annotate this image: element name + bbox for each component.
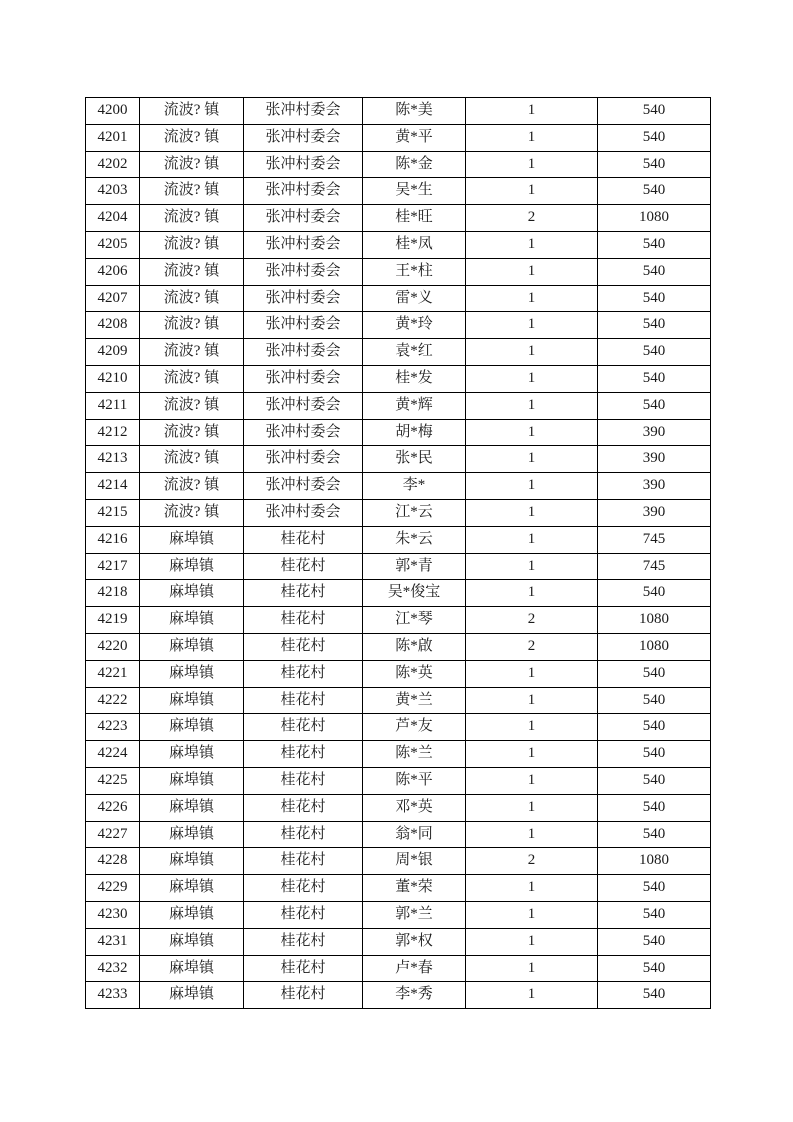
count-cell: 2 xyxy=(466,848,598,875)
town-cell: 麻埠镇 xyxy=(140,741,244,768)
table-row xyxy=(86,714,711,741)
town-cell: 流波? 镇 xyxy=(140,365,244,392)
person-name-cell: 朱*云 xyxy=(363,526,466,553)
amount-cell: 745 xyxy=(598,553,711,580)
table-row xyxy=(86,794,711,821)
count-cell: 1 xyxy=(466,98,598,125)
person-name-cell: 黄*兰 xyxy=(363,687,466,714)
village-cell: 桂花村 xyxy=(244,607,363,634)
count-cell: 1 xyxy=(466,365,598,392)
count-cell: 1 xyxy=(466,124,598,151)
count-cell: 1 xyxy=(466,767,598,794)
town-cell: 麻埠镇 xyxy=(140,580,244,607)
village-cell: 桂花村 xyxy=(244,901,363,928)
amount-cell: 540 xyxy=(598,285,711,312)
amount-cell: 540 xyxy=(598,901,711,928)
row-number-cell: 4206 xyxy=(86,258,140,285)
town-cell: 流波? 镇 xyxy=(140,98,244,125)
table-row xyxy=(86,553,711,580)
person-name-cell: 陈*平 xyxy=(363,767,466,794)
town-cell: 流波? 镇 xyxy=(140,124,244,151)
town-cell: 流波? 镇 xyxy=(140,473,244,500)
town-cell: 流波? 镇 xyxy=(140,285,244,312)
town-cell: 流波? 镇 xyxy=(140,446,244,473)
table-row xyxy=(86,928,711,955)
amount-cell: 540 xyxy=(598,714,711,741)
table-row xyxy=(86,151,711,178)
person-name-cell: 黄*辉 xyxy=(363,392,466,419)
table-row xyxy=(86,124,711,151)
town-cell: 流波? 镇 xyxy=(140,419,244,446)
village-cell: 桂花村 xyxy=(244,794,363,821)
row-number-cell: 4227 xyxy=(86,821,140,848)
row-number-cell: 4210 xyxy=(86,365,140,392)
village-cell: 张冲村委会 xyxy=(244,98,363,125)
amount-cell: 540 xyxy=(598,955,711,982)
table-row xyxy=(86,312,711,339)
amount-cell: 540 xyxy=(598,928,711,955)
table-row xyxy=(86,901,711,928)
person-name-cell: 李*秀 xyxy=(363,982,466,1009)
village-cell: 桂花村 xyxy=(244,553,363,580)
count-cell: 1 xyxy=(466,580,598,607)
row-number-cell: 4217 xyxy=(86,553,140,580)
table-row xyxy=(86,633,711,660)
row-number-cell: 4229 xyxy=(86,875,140,902)
table-row xyxy=(86,687,711,714)
person-name-cell: 吴*俊宝 xyxy=(363,580,466,607)
table-row xyxy=(86,419,711,446)
row-number-cell: 4211 xyxy=(86,392,140,419)
amount-cell: 540 xyxy=(598,875,711,902)
person-name-cell: 郭*兰 xyxy=(363,901,466,928)
person-name-cell: 郭*青 xyxy=(363,553,466,580)
person-name-cell: 胡*梅 xyxy=(363,419,466,446)
town-cell: 流波? 镇 xyxy=(140,339,244,366)
table-row xyxy=(86,767,711,794)
count-cell: 2 xyxy=(466,633,598,660)
village-cell: 张冲村委会 xyxy=(244,312,363,339)
count-cell: 1 xyxy=(466,392,598,419)
person-name-cell: 李* xyxy=(363,473,466,500)
count-cell: 1 xyxy=(466,285,598,312)
village-cell: 桂花村 xyxy=(244,928,363,955)
table-row xyxy=(86,285,711,312)
data-table xyxy=(85,97,711,1009)
town-cell: 流波? 镇 xyxy=(140,258,244,285)
table-row xyxy=(86,446,711,473)
person-name-cell: 邓*英 xyxy=(363,794,466,821)
table-row xyxy=(86,982,711,1009)
row-number-cell: 4214 xyxy=(86,473,140,500)
amount-cell: 745 xyxy=(598,526,711,553)
table-row xyxy=(86,607,711,634)
person-name-cell: 王*柱 xyxy=(363,258,466,285)
person-name-cell: 雷*义 xyxy=(363,285,466,312)
town-cell: 流波? 镇 xyxy=(140,178,244,205)
person-name-cell: 江*琴 xyxy=(363,607,466,634)
village-cell: 张冲村委会 xyxy=(244,151,363,178)
count-cell: 1 xyxy=(466,499,598,526)
count-cell: 1 xyxy=(466,151,598,178)
amount-cell: 540 xyxy=(598,687,711,714)
amount-cell: 1080 xyxy=(598,205,711,232)
person-name-cell: 桂*发 xyxy=(363,365,466,392)
person-name-cell: 陈*英 xyxy=(363,660,466,687)
row-number-cell: 4233 xyxy=(86,982,140,1009)
amount-cell: 540 xyxy=(598,982,711,1009)
town-cell: 麻埠镇 xyxy=(140,794,244,821)
amount-cell: 1080 xyxy=(598,607,711,634)
amount-cell: 540 xyxy=(598,365,711,392)
amount-cell: 540 xyxy=(598,580,711,607)
table-row xyxy=(86,660,711,687)
amount-cell: 390 xyxy=(598,499,711,526)
table-row xyxy=(86,178,711,205)
amount-cell: 1080 xyxy=(598,633,711,660)
person-name-cell: 翁*同 xyxy=(363,821,466,848)
table-row xyxy=(86,392,711,419)
amount-cell: 540 xyxy=(598,794,711,821)
village-cell: 桂花村 xyxy=(244,660,363,687)
table-row xyxy=(86,499,711,526)
count-cell: 1 xyxy=(466,794,598,821)
amount-cell: 540 xyxy=(598,767,711,794)
count-cell: 1 xyxy=(466,446,598,473)
amount-cell: 540 xyxy=(598,741,711,768)
village-cell: 张冲村委会 xyxy=(244,124,363,151)
count-cell: 1 xyxy=(466,687,598,714)
village-cell: 张冲村委会 xyxy=(244,365,363,392)
row-number-cell: 4224 xyxy=(86,741,140,768)
town-cell: 流波? 镇 xyxy=(140,205,244,232)
row-number-cell: 4221 xyxy=(86,660,140,687)
amount-cell: 390 xyxy=(598,473,711,500)
person-name-cell: 郭*权 xyxy=(363,928,466,955)
village-cell: 桂花村 xyxy=(244,848,363,875)
town-cell: 麻埠镇 xyxy=(140,982,244,1009)
row-number-cell: 4220 xyxy=(86,633,140,660)
row-number-cell: 4216 xyxy=(86,526,140,553)
row-number-cell: 4230 xyxy=(86,901,140,928)
count-cell: 1 xyxy=(466,928,598,955)
count-cell: 2 xyxy=(466,205,598,232)
row-number-cell: 4202 xyxy=(86,151,140,178)
count-cell: 1 xyxy=(466,821,598,848)
person-name-cell: 陈*啟 xyxy=(363,633,466,660)
town-cell: 流波? 镇 xyxy=(140,231,244,258)
table-row xyxy=(86,526,711,553)
row-number-cell: 4204 xyxy=(86,205,140,232)
count-cell: 1 xyxy=(466,875,598,902)
village-cell: 桂花村 xyxy=(244,982,363,1009)
row-number-cell: 4218 xyxy=(86,580,140,607)
amount-cell: 540 xyxy=(598,392,711,419)
town-cell: 流波? 镇 xyxy=(140,151,244,178)
village-cell: 桂花村 xyxy=(244,687,363,714)
person-name-cell: 卢*春 xyxy=(363,955,466,982)
row-number-cell: 4232 xyxy=(86,955,140,982)
village-cell: 张冲村委会 xyxy=(244,446,363,473)
count-cell: 1 xyxy=(466,553,598,580)
town-cell: 麻埠镇 xyxy=(140,875,244,902)
person-name-cell: 陈*金 xyxy=(363,151,466,178)
table-row xyxy=(86,339,711,366)
count-cell: 1 xyxy=(466,660,598,687)
amount-cell: 540 xyxy=(598,660,711,687)
village-cell: 桂花村 xyxy=(244,875,363,902)
row-number-cell: 4231 xyxy=(86,928,140,955)
amount-cell: 540 xyxy=(598,151,711,178)
town-cell: 麻埠镇 xyxy=(140,928,244,955)
village-cell: 张冲村委会 xyxy=(244,473,363,500)
person-name-cell: 黄*玲 xyxy=(363,312,466,339)
row-number-cell: 4228 xyxy=(86,848,140,875)
table-row xyxy=(86,258,711,285)
person-name-cell: 董*荣 xyxy=(363,875,466,902)
town-cell: 麻埠镇 xyxy=(140,901,244,928)
count-cell: 1 xyxy=(466,901,598,928)
person-name-cell: 江*云 xyxy=(363,499,466,526)
amount-cell: 540 xyxy=(598,821,711,848)
village-cell: 张冲村委会 xyxy=(244,205,363,232)
amount-cell: 540 xyxy=(598,178,711,205)
village-cell: 桂花村 xyxy=(244,714,363,741)
count-cell: 1 xyxy=(466,339,598,366)
row-number-cell: 4200 xyxy=(86,98,140,125)
count-cell: 2 xyxy=(466,607,598,634)
village-cell: 张冲村委会 xyxy=(244,419,363,446)
row-number-cell: 4215 xyxy=(86,499,140,526)
amount-cell: 540 xyxy=(598,98,711,125)
count-cell: 1 xyxy=(466,982,598,1009)
table-row xyxy=(86,231,711,258)
town-cell: 流波? 镇 xyxy=(140,392,244,419)
amount-cell: 540 xyxy=(598,124,711,151)
count-cell: 1 xyxy=(466,526,598,553)
town-cell: 麻埠镇 xyxy=(140,660,244,687)
village-cell: 张冲村委会 xyxy=(244,392,363,419)
table-row xyxy=(86,848,711,875)
person-name-cell: 周*银 xyxy=(363,848,466,875)
town-cell: 流波? 镇 xyxy=(140,499,244,526)
village-cell: 桂花村 xyxy=(244,526,363,553)
town-cell: 麻埠镇 xyxy=(140,633,244,660)
row-number-cell: 4213 xyxy=(86,446,140,473)
person-name-cell: 芦*友 xyxy=(363,714,466,741)
village-cell: 桂花村 xyxy=(244,821,363,848)
person-name-cell: 张*民 xyxy=(363,446,466,473)
amount-cell: 390 xyxy=(598,446,711,473)
count-cell: 1 xyxy=(466,178,598,205)
town-cell: 麻埠镇 xyxy=(140,526,244,553)
town-cell: 麻埠镇 xyxy=(140,955,244,982)
amount-cell: 540 xyxy=(598,312,711,339)
table-row xyxy=(86,473,711,500)
town-cell: 麻埠镇 xyxy=(140,848,244,875)
table-row xyxy=(86,365,711,392)
row-number-cell: 4208 xyxy=(86,312,140,339)
village-cell: 桂花村 xyxy=(244,580,363,607)
person-name-cell: 陈*兰 xyxy=(363,741,466,768)
town-cell: 麻埠镇 xyxy=(140,767,244,794)
table-row xyxy=(86,205,711,232)
village-cell: 张冲村委会 xyxy=(244,178,363,205)
row-number-cell: 4203 xyxy=(86,178,140,205)
amount-cell: 390 xyxy=(598,419,711,446)
table-row xyxy=(86,875,711,902)
row-number-cell: 4201 xyxy=(86,124,140,151)
row-number-cell: 4212 xyxy=(86,419,140,446)
row-number-cell: 4223 xyxy=(86,714,140,741)
village-cell: 张冲村委会 xyxy=(244,258,363,285)
person-name-cell: 陈*美 xyxy=(363,98,466,125)
amount-cell: 540 xyxy=(598,231,711,258)
table-row xyxy=(86,821,711,848)
town-cell: 麻埠镇 xyxy=(140,687,244,714)
amount-cell: 540 xyxy=(598,339,711,366)
village-cell: 张冲村委会 xyxy=(244,499,363,526)
row-number-cell: 4207 xyxy=(86,285,140,312)
person-name-cell: 桂*旺 xyxy=(363,205,466,232)
table-row xyxy=(86,98,711,125)
town-cell: 流波? 镇 xyxy=(140,312,244,339)
person-name-cell: 吴*生 xyxy=(363,178,466,205)
town-cell: 麻埠镇 xyxy=(140,553,244,580)
village-cell: 桂花村 xyxy=(244,767,363,794)
person-name-cell: 袁*红 xyxy=(363,339,466,366)
count-cell: 1 xyxy=(466,258,598,285)
village-cell: 张冲村委会 xyxy=(244,339,363,366)
person-name-cell: 桂*凤 xyxy=(363,231,466,258)
count-cell: 1 xyxy=(466,231,598,258)
town-cell: 麻埠镇 xyxy=(140,714,244,741)
count-cell: 1 xyxy=(466,714,598,741)
row-number-cell: 4219 xyxy=(86,607,140,634)
village-cell: 桂花村 xyxy=(244,955,363,982)
table-row xyxy=(86,741,711,768)
village-cell: 张冲村委会 xyxy=(244,285,363,312)
row-number-cell: 4226 xyxy=(86,794,140,821)
row-number-cell: 4205 xyxy=(86,231,140,258)
count-cell: 1 xyxy=(466,419,598,446)
village-cell: 桂花村 xyxy=(244,741,363,768)
amount-cell: 540 xyxy=(598,258,711,285)
row-number-cell: 4222 xyxy=(86,687,140,714)
row-number-cell: 4225 xyxy=(86,767,140,794)
town-cell: 麻埠镇 xyxy=(140,607,244,634)
village-cell: 张冲村委会 xyxy=(244,231,363,258)
village-cell: 桂花村 xyxy=(244,633,363,660)
table-row xyxy=(86,580,711,607)
count-cell: 1 xyxy=(466,312,598,339)
count-cell: 1 xyxy=(466,741,598,768)
count-cell: 1 xyxy=(466,473,598,500)
town-cell: 麻埠镇 xyxy=(140,821,244,848)
table-row xyxy=(86,955,711,982)
row-number-cell: 4209 xyxy=(86,339,140,366)
amount-cell: 1080 xyxy=(598,848,711,875)
person-name-cell: 黄*平 xyxy=(363,124,466,151)
count-cell: 1 xyxy=(466,955,598,982)
